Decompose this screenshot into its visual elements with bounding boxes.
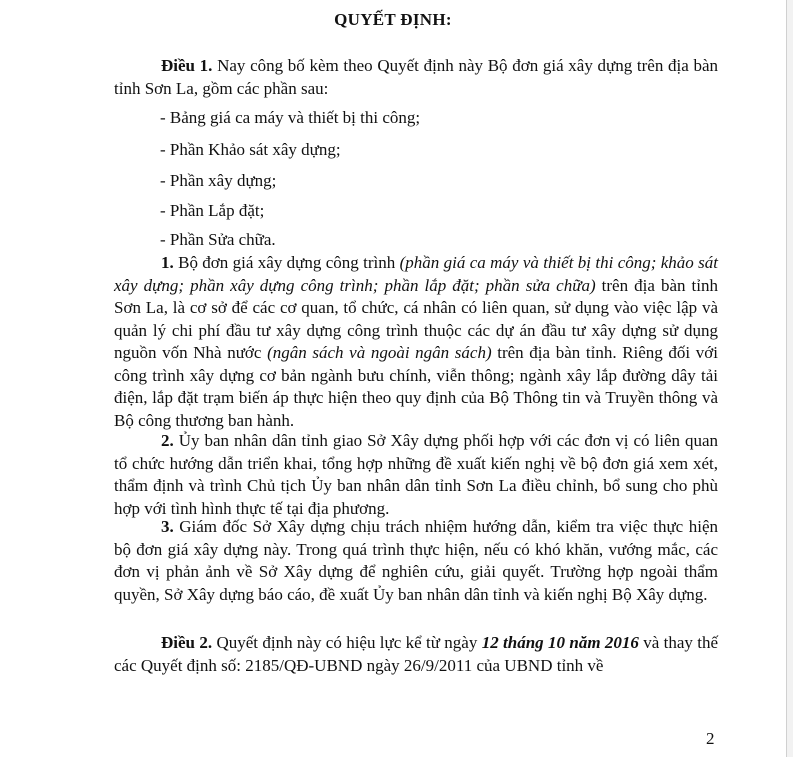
page-number: 2 <box>706 729 715 748</box>
page-edge <box>786 0 793 757</box>
item-2-number: 2. <box>161 431 174 450</box>
list-item: - Phần Khảo sát xây dựng; <box>160 140 341 159</box>
item-2-text: Ủy ban nhân dân tỉnh giao Sở Xây dựng phối hợp với các đơn vị có liên quan tổ chức hướng dẫn triển khai, tổng hợp những đề xuất kiến nghị về bộ đơn giá xem xét, thẩm định và trình Chủ tịch Ủy ban nhân dân tỉnh Sơn La điều chỉnh, bổ sung cho phù hợp với tình hình thực tế tại địa phương. <box>114 431 718 518</box>
item-1 <box>114 252 718 432</box>
item-1-text-b: trên địa bàn tỉnh Sơn La, là cơ sở để các cơ quan, tổ chức, cá nhân có liên quan, sử dụng vào việc lập và quản lý chi phí đầu tư xây dựng công trình thuộc các dự án đầu tư xây dựng sử dụng nguồn vốn Nhà nước <box>114 275 718 362</box>
item-3-number: 3. <box>161 517 174 536</box>
list-item: - Phần Sửa chữa. <box>160 230 276 249</box>
article-1-label: Điều 1. <box>161 56 213 75</box>
article-2 <box>114 632 718 677</box>
article-1 <box>114 55 718 100</box>
article-1-text: Nay công bố kèm theo Quyết định này Bộ đơn giá xây dựng trên địa bàn tỉnh Sơn La, gồm các phần sau: <box>114 56 718 98</box>
article-2-text-a: Quyết định này có hiệu lực kể từ ngày <box>212 633 482 652</box>
item-3 <box>114 516 718 606</box>
page-title: QUYẾT ĐỊNH: <box>334 10 452 29</box>
list-item: - Bảng giá ca máy và thiết bị thi công; <box>160 108 421 127</box>
article-2-label: Điều 2. <box>161 633 213 652</box>
item-1-italic-2: (ngân sách và ngoài ngân sách) <box>267 343 492 362</box>
list-item: - Phần Lắp đặt; <box>160 201 265 220</box>
item-1-number: 1. <box>161 253 174 272</box>
article-2-text-b: và thay thế các Quyết định số: 2185/QĐ-UBND ngày 26/9/2011 của UBND tỉnh về <box>114 633 719 675</box>
list-item: - Phần xây dựng; <box>160 171 277 190</box>
item-1-text-a: Bộ đơn giá xây dựng công trình <box>173 253 400 272</box>
item-3-text: Giám đốc Sở Xây dựng chịu trách nhiệm hướng dẫn, kiểm tra việc thực hiện bộ đơn giá xây dựng này. Trong quá trình thực hiện, nếu có khó khăn, vướng mắc, các đơn vị phản ảnh về Sở Xây dựng để nghiên cứu, giải quyết. Trường hợp ngoài thẩm quyền, Sở Xây dựng báo cáo, đề xuất Ủy ban nhân dân tỉnh và kiến nghị Bộ Xây dựng. <box>114 517 718 604</box>
item-1-italic: (phần giá ca máy và thiết bị thi công; khảo sát xây dựng; phần xây dựng công trình; phần lắp đặt; phần sửa chữa) <box>114 253 718 295</box>
item-1-text-c: trên địa bàn tỉnh. Riêng đối với công trình xây dựng cơ bản ngành bưu chính, viễn thông; ngành xây lắp đường dây tải điện, lắp đặt trạm biến áp thực hiện theo quy định của Bộ Thông tin và Truyền thông và Bộ công thương ban hành. <box>114 343 718 430</box>
article-2-date: 12 tháng 10 năm 2016 <box>481 633 639 652</box>
item-2 <box>114 430 718 520</box>
